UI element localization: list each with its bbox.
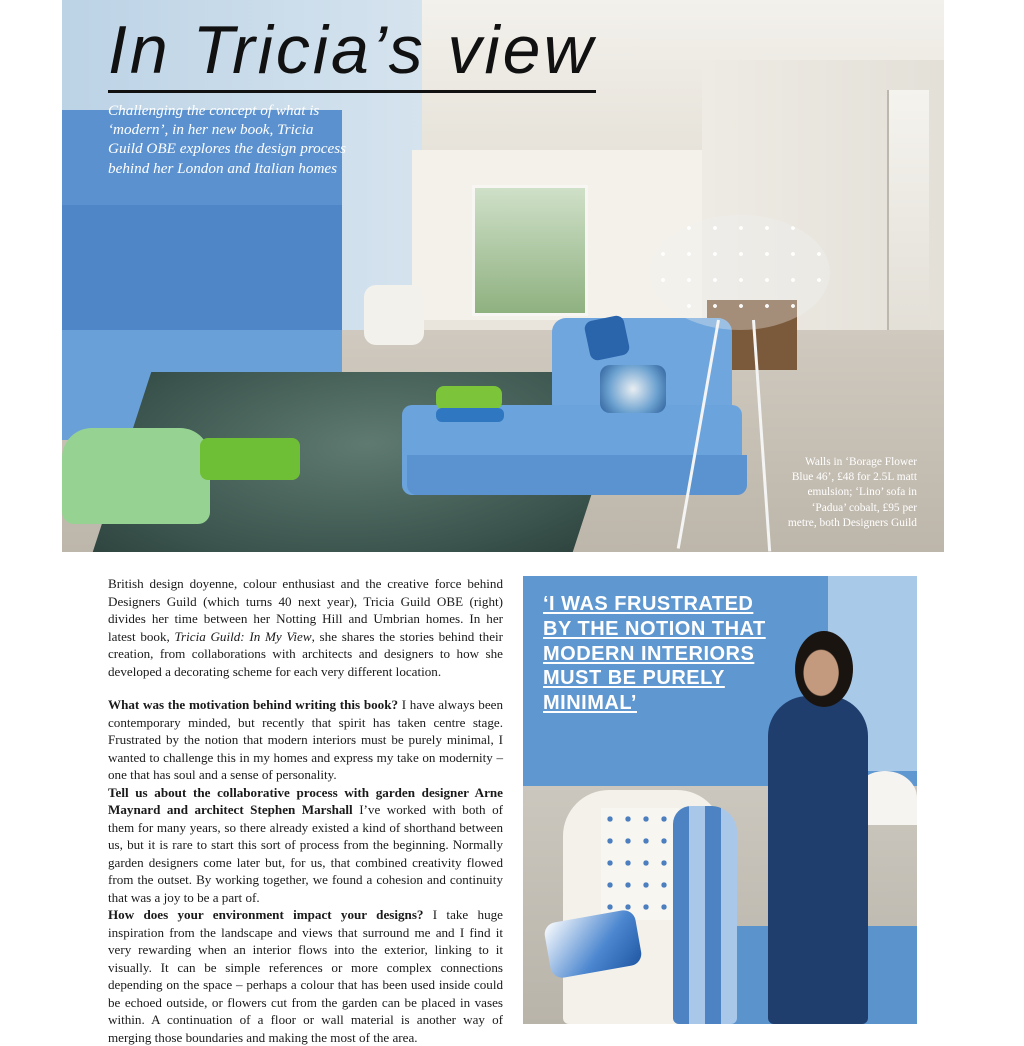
- chair-back-pattern: [601, 808, 679, 920]
- headline: In Tricia’s view: [108, 10, 596, 93]
- floor-lamp-shade: [650, 215, 830, 330]
- navy-cushion: [583, 314, 630, 361]
- intro-paragraph: [108, 575, 503, 680]
- person-figure: [768, 696, 868, 1024]
- book-title: Tricia Guild: In My View: [174, 628, 312, 644]
- article-body: [108, 575, 503, 1046]
- blue-cushion: [436, 408, 504, 422]
- pull-quote: ‘I WAS FRUSTRATED BY THE NOTION THAT MODERN INTERIORS MUST BE PURELY MINIMAL’: [543, 593, 766, 715]
- question: What was the motivation behind writing this book?: [108, 697, 399, 712]
- standfirst: Challenging the concept of what is ‘modern’, in her new book, Tricia Guild OBE explores the design process behind her London and Italian homes: [108, 102, 347, 177]
- chair-check-wing: [673, 806, 737, 1024]
- garden-window: [472, 185, 588, 316]
- white-chair: [364, 285, 424, 345]
- answer: I take huge inspiration from the landscape and views that surround me and I find it very rewarding when an interior flows into the exterior, linking to it visually. It can be simple references or more complex connections depending on the space – perhaps a colour that has been used inside could be echoed outside, or flowers cut from the garden can be placed in vases within. A continuation of a floor or wall material is another way of merging those boundaries and making the most of the area.: [108, 907, 503, 1045]
- blue-wall-panel-lower: [62, 205, 342, 340]
- green-armchair: [62, 428, 210, 524]
- green-footstool: [200, 438, 300, 480]
- intro-text-end: , she shares the stories behind their creation, from collaborations with architects and designers to how she developed a decorating scheme for each very different location.: [108, 628, 504, 679]
- person-head: [795, 631, 853, 707]
- intro-text: British design doyenne, colour enthusiast and the creative force behind Designers Guild (which turns 40 next year), Tricia Guild OBE (right) divides her time between her Notting Hill and Umbrian homes. In her latest book,: [108, 576, 503, 644]
- qa-paragraph: [108, 906, 503, 1046]
- question: Tell us about the collaborative process with garden designer Arne Maynard and architect Stephen Marshall: [108, 784, 503, 817]
- answer: I have always been contemporary minded, but recently that spirit has taken centre stage. Frustrated by the notion that modern interiors must be purely minimal, I wanted to challenge this in my homes and express my take on modernity – one that has soul and a sense of personality.: [108, 697, 504, 782]
- qa-paragraph: [108, 784, 503, 907]
- printed-cushion: [600, 365, 666, 413]
- photo-caption: Walls in ‘Borage Flower Blue 46’, £48 for 2.5L matt emulsion; ‘Lino’ sofa in ‘Padua’ cobalt, £95 per metre, both Designers Guild: [787, 456, 917, 529]
- green-cushion: [436, 386, 502, 410]
- question: How does your environment impact your designs?: [108, 907, 424, 922]
- sofa-base: [407, 455, 747, 495]
- answer: I’ve worked with both of them for many years, so there already existed a kind of shorthand between us, but it is rare to start this sort of process from the beginning. Normally garden designers come later but, for us, that combined creativity flowed from the outset. By working together, we found a cohesion and continuity that was a joy to be a part of.: [108, 802, 503, 905]
- qa-paragraph: [108, 696, 503, 784]
